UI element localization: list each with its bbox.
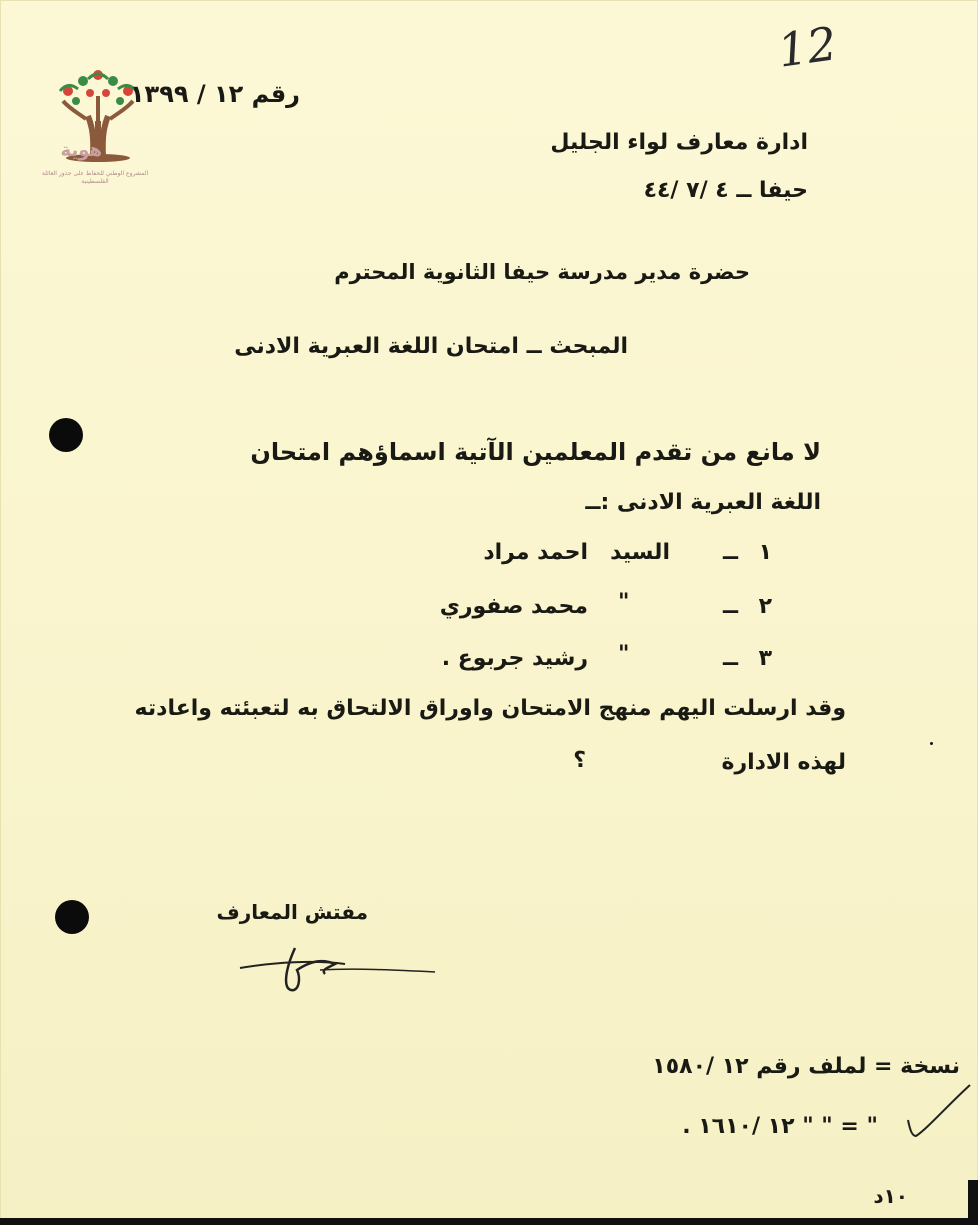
item-title: " [618, 590, 630, 615]
scan-border-bottom [0, 1218, 978, 1225]
logo-tagline: المشروع الوطني للحفاظ على جذور العائلة الفلسطينية [41, 170, 149, 185]
item-number: ٣ [758, 646, 772, 671]
recipient-line: حضرة مدير مدرسة حيفا الثانوية المحترم [334, 260, 750, 284]
ink-speck [930, 742, 933, 745]
copy-line-1: نسخة = لملف رقم ١٢ /١٥٨٠ [652, 1054, 960, 1079]
closing-mark: ؟ [573, 748, 586, 773]
logo-word: هوية [60, 140, 102, 161]
body-line-1: لا مانع من تقدم المعلمين الآتية اسماؤهم امتحان [250, 438, 821, 466]
reference-number: رقم ١٢ / ١٣٩٩ [129, 80, 300, 108]
item-name: رشيد جربوع . [441, 646, 588, 671]
item-number: ١ [758, 540, 772, 565]
closing-line-1: وقد ارسلت اليهم منهج الامتحان واوراق الالتحاق به لتعبئته واعادته [134, 696, 846, 721]
item-name: محمد صفوري [439, 594, 588, 619]
punch-hole-bottom [55, 900, 89, 934]
subject-line: المبحث ــ امتحان اللغة العبرية الادنى [234, 334, 628, 359]
copy-line-2: " = " " ١٢ /١٦١٠ . [682, 1114, 878, 1139]
checkmark-annotation [898, 1080, 978, 1150]
signatory-title: مفتش المعارف [216, 900, 368, 924]
closing-line-2: لهذه الادارة [721, 750, 846, 775]
item-title: " [618, 642, 630, 667]
item-dash: ــ [722, 540, 738, 565]
scan-border-right [968, 1180, 978, 1225]
punch-hole-top [49, 418, 83, 452]
item-title: السيد [610, 540, 670, 565]
page-number: 12 [774, 16, 841, 78]
body-line-2: اللغة العبرية الادنى :ــ [585, 490, 821, 515]
item-name: احمد مراد [483, 540, 588, 565]
item-dash: ــ [722, 646, 738, 671]
handwritten-signature [235, 940, 445, 1000]
footer-code: ١٠د [873, 1184, 908, 1208]
item-number: ٢ [758, 594, 772, 619]
department-name: ادارة معارف لواء الجليل [550, 130, 808, 155]
item-dash: ــ [722, 594, 738, 619]
place-date: حيفا ــ ٤ /٧ /٤٤ [643, 178, 808, 203]
